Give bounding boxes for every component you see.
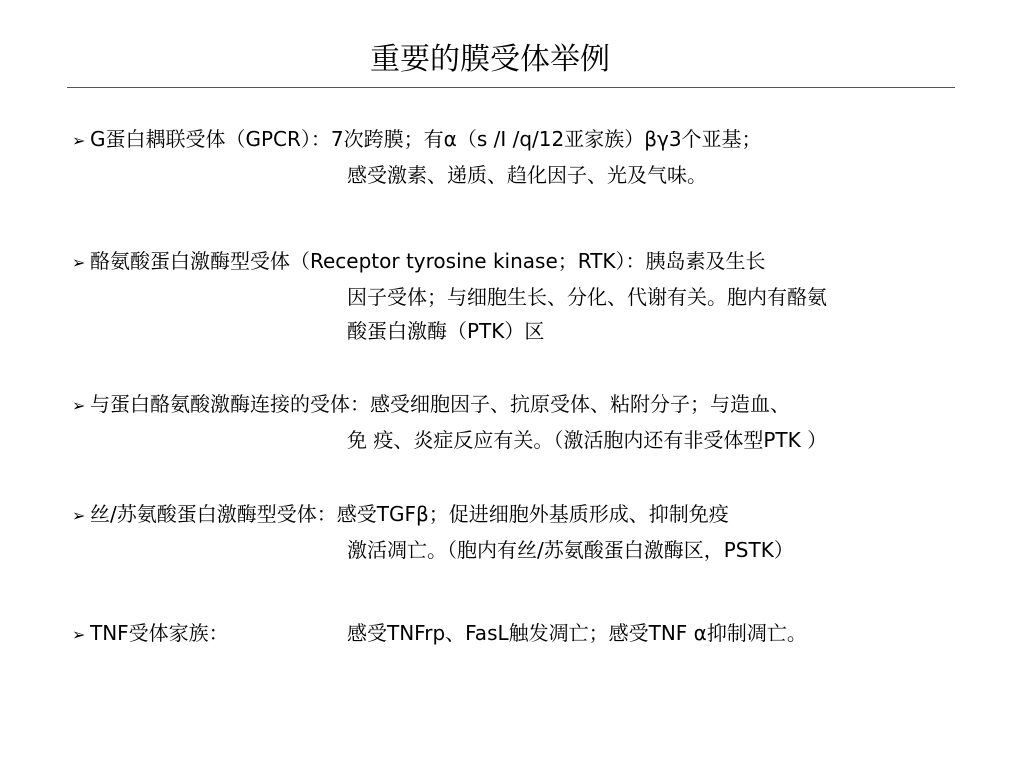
item-text-line: 酪氨酸蛋白激酶型受体（Receptor tyrosine kinase；RTK）：胰岛素及生长 (90, 249, 766, 273)
arrow-bullet-icon: ➢ (72, 396, 86, 415)
item-text-line: 免 疫、炎症反应有关。（激活胞内还有非受体型PTK ） (347, 428, 828, 452)
list-item-rtk (72, 244, 1012, 348)
arrow-bullet-icon: ➢ (72, 625, 86, 644)
item-text-line: 与蛋白酪氨酸激酶连接的受体：感受细胞因子、抗原受体、粘附分子；与造血、 (90, 392, 790, 416)
arrow-bullet-icon: ➢ (72, 506, 86, 525)
item-text-line: 激活凋亡。（胞内有丝/苏氨酸蛋白激酶区，PSTK） (347, 538, 794, 562)
item-label: TNF受体家族： (90, 621, 229, 645)
item-text-line: G蛋白耦联受体（GPCR）：7次跨膜；有α（s /I /q/12亚家族）βγ3个亚基； (90, 127, 762, 151)
list-item-pstk (72, 497, 1012, 567)
arrow-bullet-icon: ➢ (72, 253, 86, 272)
slide-title: 重要的膜受体举例 (370, 42, 610, 77)
item-text-line: 因子受体；与细胞生长、分化、代谢有关。胞内有酪氨 (347, 285, 827, 309)
arrow-bullet-icon: ➢ (72, 131, 86, 150)
list-item-ptk-linked (72, 387, 1012, 457)
item-text-line: 酸蛋白激酶（PTK）区 (347, 319, 545, 343)
list-item-gpcr (72, 122, 1012, 192)
item-text-line: 感受TNFrp、FasL触发凋亡；感受TNF α抑制凋亡。 (347, 621, 807, 645)
item-text-line: 感受激素、递质、趋化因子、光及气味。 (347, 163, 707, 187)
list-item-tnf (72, 616, 1012, 652)
title-divider (67, 87, 955, 88)
item-text-line: 丝/苏氨酸蛋白激酶型受体：感受TGFβ；促进细胞外基质形成、抑制免疫 (90, 502, 729, 526)
